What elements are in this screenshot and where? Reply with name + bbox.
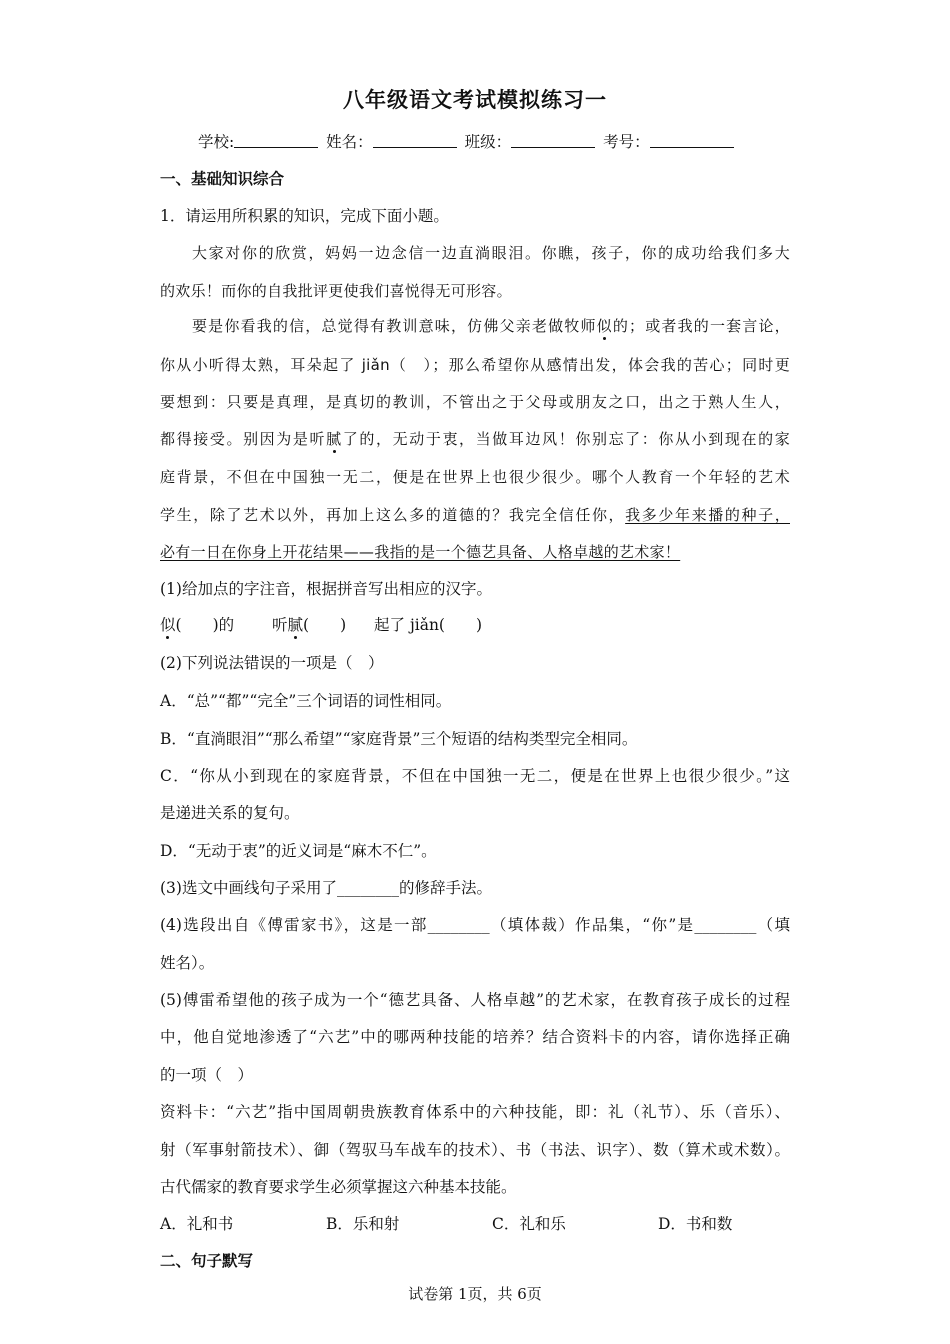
- passage-line: 要是你看我的信，总觉得有教训意味，仿佛父亲老做牧师似的；或者我的一套言论，: [192, 317, 790, 335]
- section-1-heading: 一、基础知识综合: [160, 169, 285, 188]
- dotted-char-ni: 腻: [326, 430, 343, 448]
- sub-question-3: (3)选文中画线句子采用了________的修辞手法。: [160, 879, 492, 897]
- sub-question-4: (4)选段出自《傅雷家书》，这是一部________（填体裁）作品集，“你”是________（填: [160, 916, 790, 934]
- passage-line: 学生，除了艺术以外，再加上这么多的道德的？我完全信任你，我多少年来播的种子，: [160, 506, 790, 524]
- sub-question-5-continued: 中，他自觉地渗透了“六艺”中的哪两种技能的培养？结合资料卡的内容，请你选择正确: [160, 1028, 790, 1046]
- passage-line: 庭背景，不但在中国独一无二，便是在世界上也很少很少。哪个人教育一个年轻的艺术: [160, 468, 790, 486]
- pinyin-jian-blank: 起了 jiǎn( ): [374, 616, 483, 634]
- option-c[interactable]: C．礼和乐: [492, 1215, 566, 1233]
- sub-question-2: (2)下列说法错误的一项是（ ）: [160, 654, 384, 672]
- sub-question-5-options: [160, 1214, 790, 1234]
- sub-question-1-items: 似( )的 听腻( ) 起了 jiǎn( ): [160, 616, 483, 634]
- school-blank[interactable]: [234, 133, 318, 148]
- option-d[interactable]: D．“无动于衷”的近义词是“麻木不仁”。: [160, 842, 437, 860]
- option-b[interactable]: B．“直淌眼泪”“那么希望”“家庭背景”三个短语的结构类型完全相同。: [160, 730, 638, 748]
- option-c[interactable]: C．“你从小到现在的家庭背景，不但在中国独一无二，便是在世界上也很少很少。”这: [160, 767, 790, 785]
- student-info-row: [198, 130, 737, 152]
- name-label: 姓名：: [326, 133, 373, 151]
- passage-line: [160, 542, 790, 562]
- passage-line: 都得接受。别因为是听腻了的，无动于衷，当做耳边风！你别忘了：你从小到现在的家: [160, 430, 790, 448]
- passage-line: 你从小听得太熟，耳朵起了 jiǎn（ ）；那么希望你从感情出发，体会我的苦心；同时更: [160, 356, 790, 374]
- option-d[interactable]: D．书和数: [658, 1215, 733, 1233]
- school-label: 学校:: [198, 133, 235, 151]
- class-label: 班级：: [464, 133, 512, 151]
- dotted-char-si: 似: [596, 317, 613, 335]
- name-blank[interactable]: [373, 133, 457, 148]
- passage-line: 的欢乐！而你的自我批评更使我们喜悦得无可形容。: [160, 282, 512, 300]
- passage-line: 大家对你的欣赏，妈妈一边念信一边直淌眼泪。你瞧，孩子，你的成功给我们多大: [192, 244, 790, 262]
- sub-question-4-continued: 姓名）。: [160, 954, 215, 972]
- class-blank[interactable]: [511, 133, 595, 148]
- question-1-stem: 1．请运用所积累的知识，完成下面小题。: [160, 207, 449, 225]
- info-card-line: 射（军事射箭技术）、御（驾驭马车战车的技术）、书（书法、识字）、数（算术或术数）。: [160, 1141, 790, 1159]
- passage-line: 要想到：只要是真理，是真切的教训，不管出之于父母或朋友之口，出之于熟人生人，: [160, 393, 790, 411]
- underlined-sentence: 我多少年来播的种子，: [625, 506, 790, 524]
- dotted-char-ni: 腻: [287, 616, 304, 634]
- info-card-line: 古代儒家的教育要求学生必须掌握这六种基本技能。: [160, 1178, 517, 1196]
- option-a[interactable]: A．“总”“都”“完全”三个词语的词性相同。: [160, 692, 452, 710]
- option-a[interactable]: A．礼和书: [160, 1215, 234, 1233]
- info-card-line: 资料卡：“六艺”指中国周朝贵族教育体系中的六种技能，即：礼（礼节）、乐（音乐）、: [160, 1103, 790, 1121]
- sub-question-1: (1)给加点的字注音，根据拼音写出相应的汉字。: [160, 580, 492, 598]
- section-2-heading: 二、句子默写: [160, 1251, 254, 1270]
- underlined-sentence: 必有一日在你身上开花结果——我指的是一个德艺具备、人格卓越的艺术家！: [160, 543, 681, 561]
- dotted-char-si: 似: [160, 616, 176, 634]
- sub-question-5-continued: 的一项（ ）: [160, 1066, 254, 1084]
- option-b[interactable]: B．乐和射: [326, 1215, 400, 1233]
- page-footer: 试卷第 1页，共 6页: [408, 1285, 542, 1303]
- page-title: 八年级语文考试模拟练习一: [343, 87, 607, 112]
- exam-no-blank[interactable]: [650, 133, 734, 148]
- sub-question-5: (5)傅雷希望他的孩子成为一个“德艺具备、人格卓越”的艺术家，在教育孩子成长的过程: [160, 991, 790, 1009]
- exam-no-label: 考号：: [603, 133, 650, 151]
- option-c-continued[interactable]: 是递进关系的复句。: [160, 804, 300, 822]
